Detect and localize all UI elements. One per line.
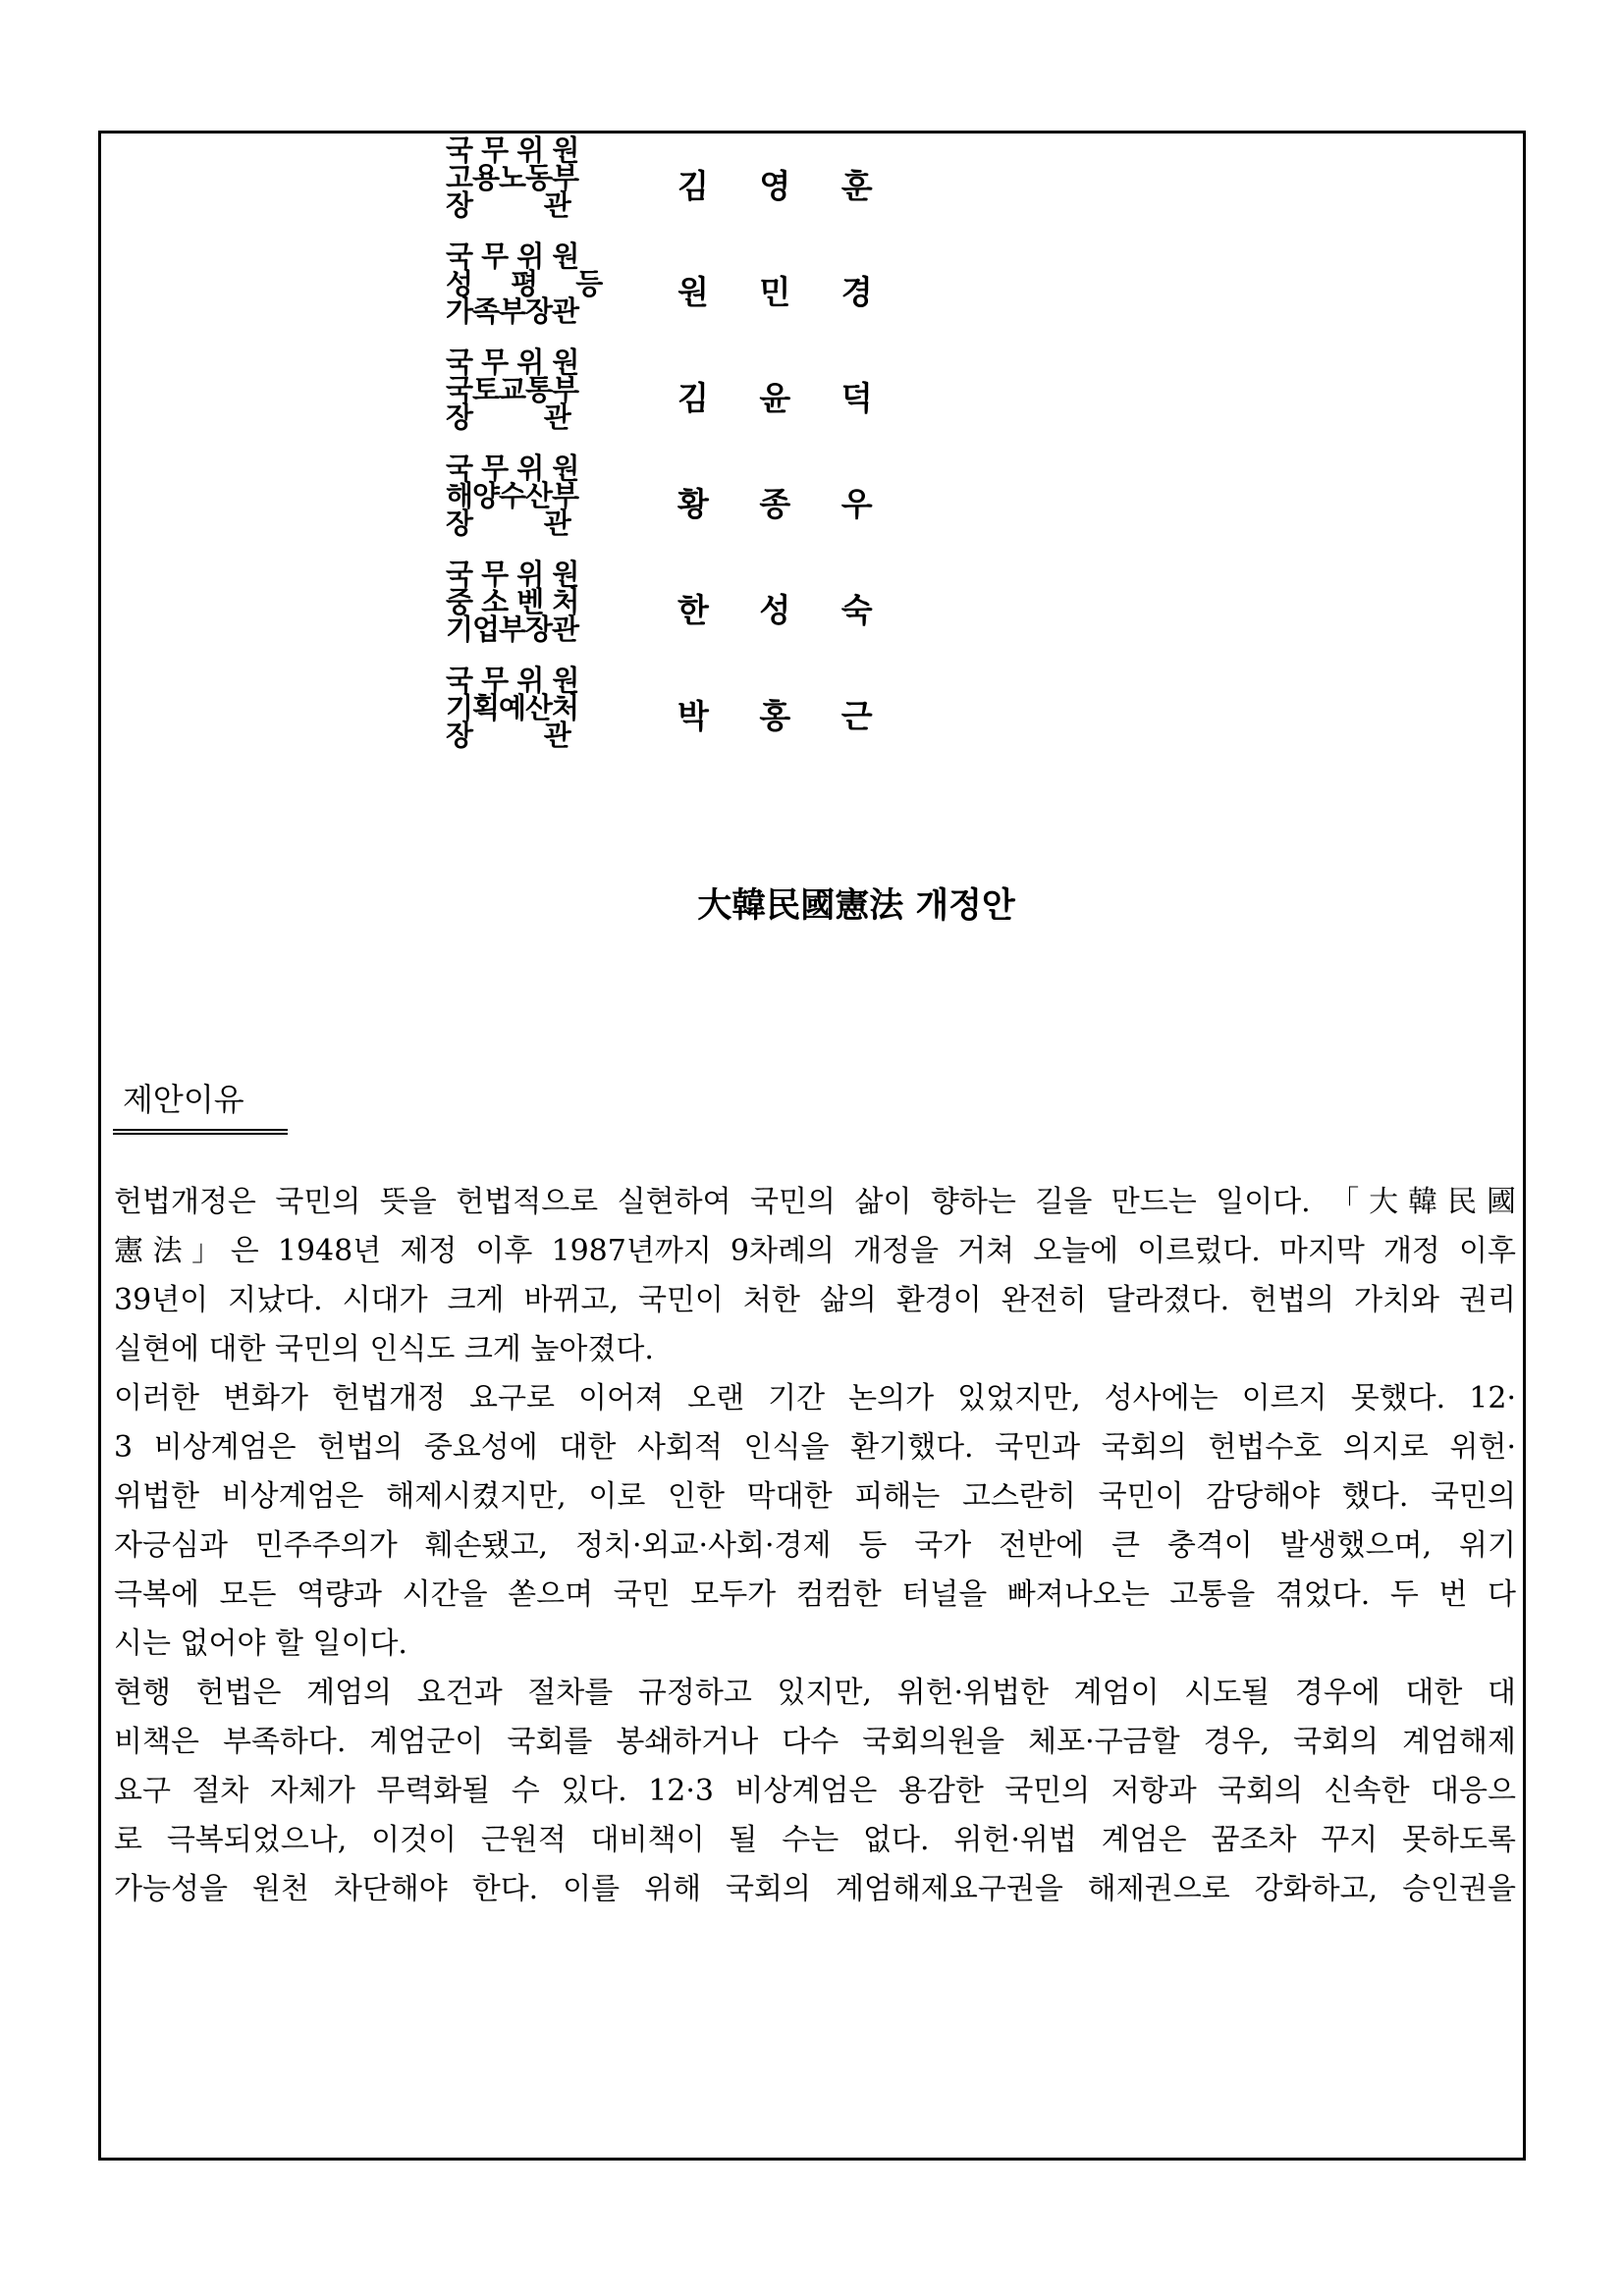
minister-name: 박 홍 근 — [677, 697, 893, 735]
minister-title-line: 국 무 위 원 — [446, 133, 579, 167]
minister-name: 황 종 우 — [677, 485, 893, 523]
minister-signature-row — [446, 560, 937, 654]
minister-title-line: 고용노동부 — [446, 161, 579, 194]
body-line: 위법한 비상계엄은 해제시켰지만, 이로 인한 막대한 피해는 고스란히 국민이 감당해야 했다. 국민의 — [114, 1479, 1516, 1514]
minister-name: 김 윤 덕 — [677, 379, 893, 417]
minister-title-line: 장 관 — [446, 719, 570, 752]
body-line: 시는 없어야 할 일이다. — [114, 1627, 407, 1661]
minister-name: 한 성 숙 — [677, 591, 893, 629]
minister-title-line: 장 관 — [446, 188, 570, 222]
minister-title-line: 해양수산부 — [446, 479, 579, 512]
minister-title-line: 성 평 등 — [446, 267, 618, 300]
body-line: 3 비상계엄은 헌법의 중요성에 대한 사회적 인식을 환기했다. 국민과 국회의 헌법수호 의지로 위헌· — [114, 1430, 1516, 1465]
minister-name: 원 민 경 — [677, 273, 893, 311]
document-title: 大韓民國憲法 개정안 — [697, 886, 1015, 926]
body-line: 이러한 변화가 헌법개정 요구로 이어져 오랜 기간 논의가 있었지만, 성사에는 이르지 못했다. 12· — [114, 1381, 1516, 1415]
body-line: 가능성을 원천 차단해야 한다. 이를 위해 국회의 계엄해제요구권을 해제권으로 강화하고, 승인권을 — [114, 1872, 1516, 1906]
body-line: 실현에 대한 국민의 인식도 크게 높아졌다. — [114, 1332, 654, 1366]
minister-signature-row — [446, 454, 937, 548]
minister-title-line: 국 무 위 원 — [446, 452, 579, 485]
minister-signature-row — [446, 666, 937, 760]
minister-title-line: 국토교통부 — [446, 373, 579, 406]
minister-title-line: 장 관 — [446, 507, 570, 540]
body-line: 비책은 부족하다. 계엄군이 국회를 봉쇄하거나 다수 국회의원을 체포·구금할 경우, 국회의 계엄해제 — [114, 1725, 1516, 1759]
minister-title-line: 가족부장관 — [446, 294, 579, 328]
body-line: 극복에 모든 역량과 시간을 쏟으며 국민 모두가 컴컴한 터널을 빠져나오는 고통을 겪었다. 두 번 다 — [114, 1577, 1516, 1612]
body-line: 로 극복되었으나, 이것이 근원적 대비책이 될 수는 없다. 위헌·위법 계엄은 꿈조차 꾸지 못하도록 — [114, 1823, 1516, 1857]
minister-title-line: 기업부장관 — [446, 613, 579, 646]
body-line: 憲法」은 1948년 제정 이후 1987년까지 9차례의 개정을 거쳐 오늘에 이르렀다. 마지막 개정 이후 — [114, 1234, 1516, 1268]
minister-signature-row — [446, 241, 937, 336]
minister-signature-row — [446, 347, 937, 442]
body-line: 자긍심과 민주주의가 훼손됐고, 정치·외교·사회·경제 등 국가 전반에 큰 충격이 발생했으며, 위기 — [114, 1528, 1516, 1563]
document-title-wrap — [0, 879, 1624, 928]
proposal-reason-body — [114, 1178, 1516, 1914]
minister-title-line: 중 소 벤 처 — [446, 585, 579, 618]
minister-title-line: 국 무 위 원 — [446, 346, 579, 379]
minister-signature-row — [446, 135, 937, 230]
body-line: 헌법개정은 국민의 뜻을 헌법적으로 실현하여 국민의 삶이 향하는 길을 만드는 일이다. 「大韓民國 — [114, 1185, 1516, 1219]
minister-title-line: 장 관 — [446, 400, 570, 434]
minister-name: 김 영 훈 — [677, 167, 893, 205]
section-heading: 제안이유 — [123, 1081, 244, 1118]
body-line: 현행 헌법은 계엄의 요건과 절차를 규정하고 있지만, 위헌·위법한 계엄이 시도될 경우에 대한 대 — [114, 1676, 1516, 1710]
body-line: 요구 절차 자체가 무력화될 수 있다. 12·3 비상계엄은 용감한 국민의 저항과 국회의 신속한 대응으 — [114, 1774, 1516, 1808]
minister-title-line: 국 무 위 원 — [446, 664, 579, 697]
minister-title-line: 국 무 위 원 — [446, 558, 579, 591]
body-line: 39년이 지났다. 시대가 크게 바뀌고, 국민이 처한 삶의 환경이 완전히 달라졌다. 헌법의 가치와 권리 — [114, 1283, 1516, 1317]
section-underline — [113, 1129, 288, 1135]
minister-title-line: 국 무 위 원 — [446, 240, 579, 273]
minister-title-line: 기획예산처 — [446, 691, 579, 724]
